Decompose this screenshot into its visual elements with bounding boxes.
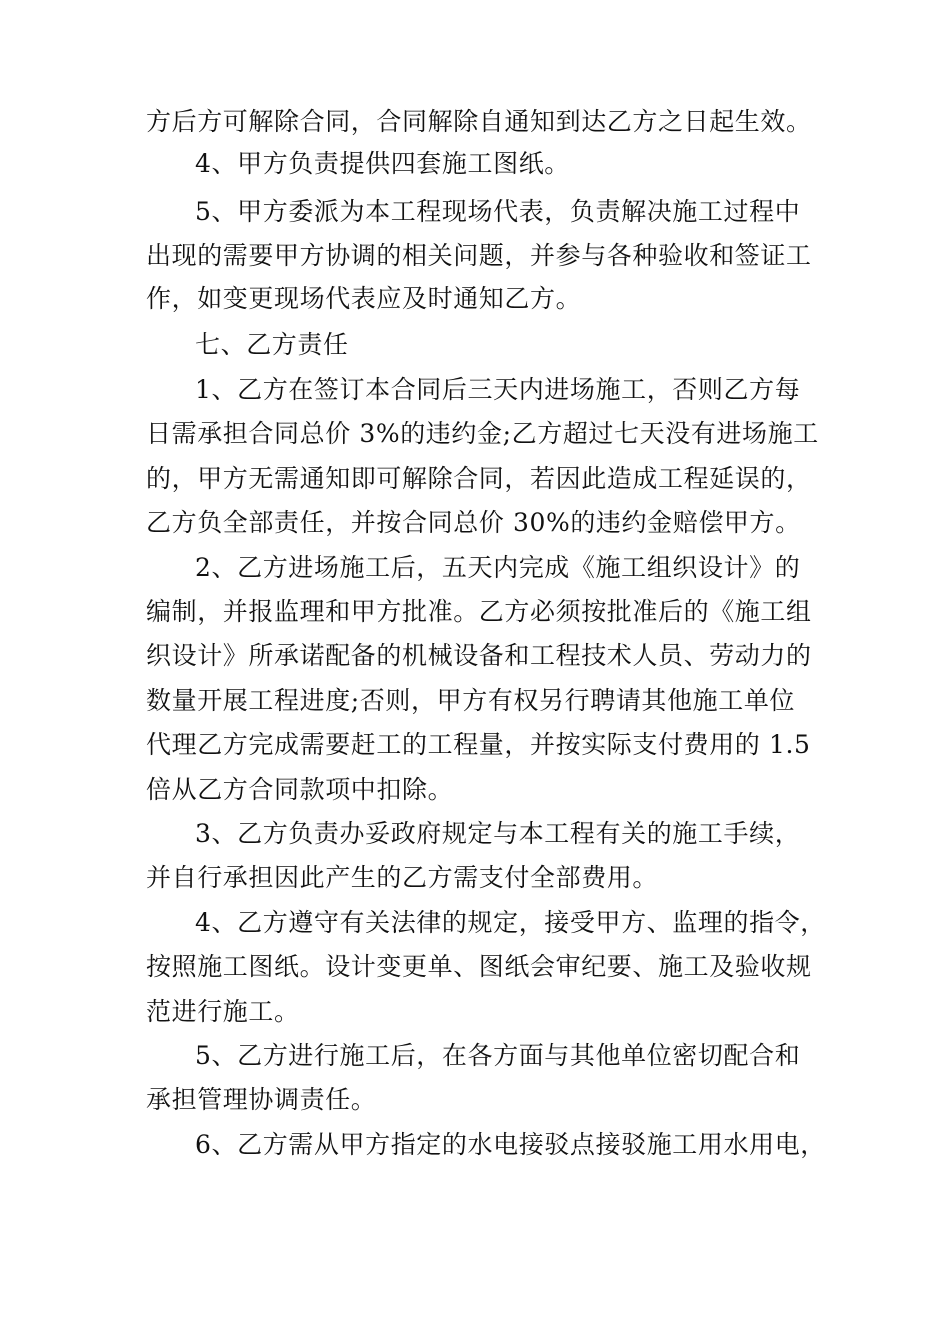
text-line: 4、乙方遵守有关法律的规定，接受甲方、监理的指令， xyxy=(195,908,826,937)
text-line: 4、甲方负责提供四套施工图纸。 xyxy=(195,149,570,178)
text-line: 2、乙方进场施工后，五天内完成《施工组织设计》的 xyxy=(195,553,801,582)
text-line: 范进行施工。 xyxy=(146,997,300,1026)
text-line: 日需承担合同总价 3%的违约金;乙方超过七天没有进场施工 xyxy=(146,419,819,448)
text-line: 代理乙方完成需要赶工的工程量，并按实际支付费用的 1.5 xyxy=(146,730,811,759)
text-line: 织设计》所承诺配备的机械设备和工程技术人员、劳动力的 xyxy=(146,641,812,670)
text-line: 乙方负全部责任，并按合同总价 30%的违约金赔偿甲方。 xyxy=(146,508,801,537)
section-heading: 七、乙方责任 xyxy=(195,330,349,359)
text-line: 1、乙方在签订本合同后三天内进场施工，否则乙方每 xyxy=(195,375,801,404)
text-line: 数量开展工程进度;否则，甲方有权另行聘请其他施工单位 xyxy=(146,686,796,715)
text-line: 倍从乙方合同款项中扣除。 xyxy=(146,775,454,804)
text-line: 方后方可解除合同，合同解除自通知到达乙方之日起生效。 xyxy=(146,107,812,136)
text-line: 编制，并报监理和甲方批准。乙方必须按批准后的《施工组 xyxy=(146,597,812,626)
text-line: 的，甲方无需通知即可解除合同，若因此造成工程延误的， xyxy=(146,464,812,493)
text-line: 6、乙方需从甲方指定的水电接驳点接驳施工用水用电， xyxy=(195,1130,826,1159)
text-line: 3、乙方负责办妥政府规定与本工程有关的施工手续， xyxy=(195,819,801,848)
text-line: 出现的需要甲方协调的相关问题，并参与各种验收和签证工 xyxy=(146,241,812,270)
text-line: 并自行承担因此产生的乙方需支付全部费用。 xyxy=(146,863,659,892)
text-line: 承担管理协调责任。 xyxy=(146,1085,377,1114)
text-line: 5、乙方进行施工后，在各方面与其他单位密切配合和 xyxy=(195,1041,801,1070)
text-line: 按照施工图纸。设计变更单、图纸会审纪要、施工及验收规 xyxy=(146,952,812,981)
text-line: 作，如变更现场代表应及时通知乙方。 xyxy=(146,284,582,313)
text-line: 5、甲方委派为本工程现场代表，负责解决施工过程中 xyxy=(195,197,801,226)
